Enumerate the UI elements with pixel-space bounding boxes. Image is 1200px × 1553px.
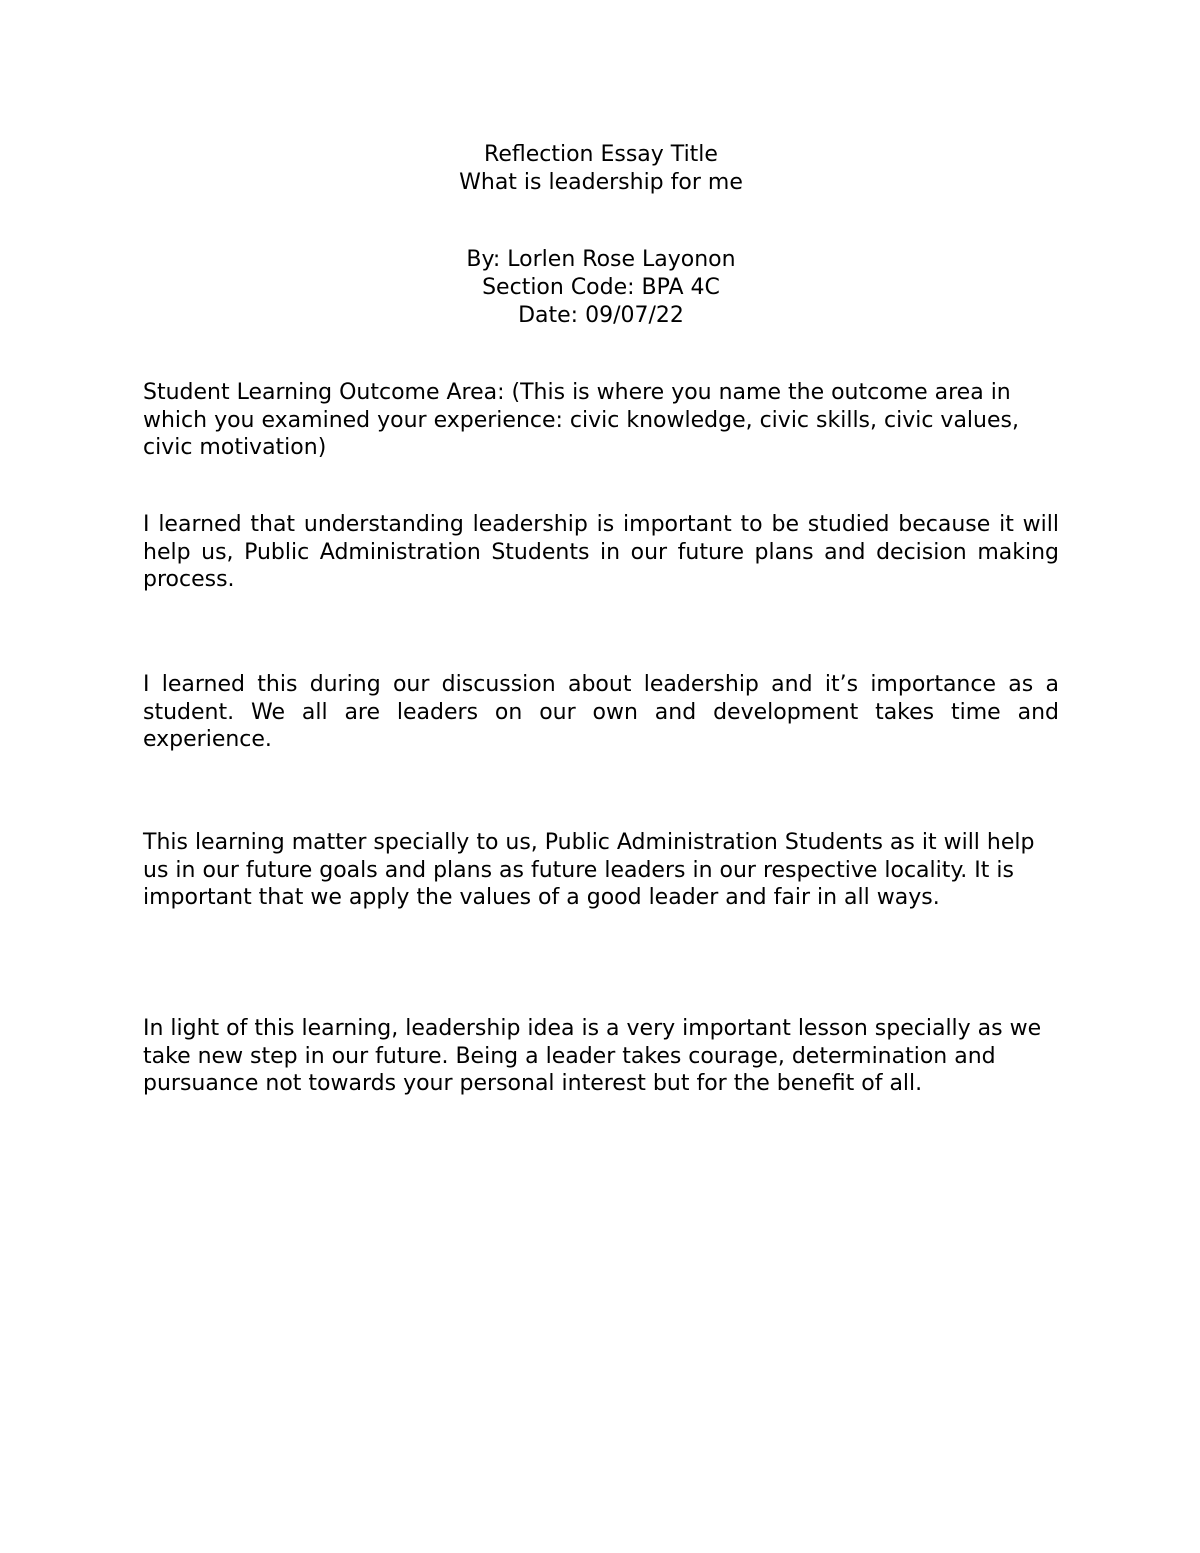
author-line: By: Lorlen Rose Layonon: [466, 247, 736, 272]
paragraph-2: I learned this during our discussion about leadership and it’s importance as a student. We all are leaders on our own and development takes time and experience.: [143, 672, 1059, 752]
paragraph-4: In light of this learning, leadership idea is a very important lesson specially as we take new step in our future. Being a leader takes courage, determination and pursuance not towards your personal interest but for the benefit of all.: [143, 1016, 1042, 1096]
document-page: [143, 0, 1059, 1553]
essay-title-label: Reflection Essay Title: [484, 142, 718, 167]
outcome-area-paragraph: Student Learning Outcome Area: (This is where you name the outcome area in which you examined your experience: civic knowledge, civic skills, civic values, civic motivation): [143, 380, 1019, 460]
essay-title: What is leadership for me: [459, 170, 743, 195]
paragraph-1: I learned that understanding leadership is important to be studied because it will help us, Public Administration Students in our future plans and decision making process.: [143, 512, 1059, 592]
date-line: Date: 09/07/22: [518, 303, 684, 328]
paragraph-3: This learning matter specially to us, Public Administration Students as it will help us in our future goals and plans as future leaders in our respective locality. It is important that we apply the values of a good leader and fair in all ways.: [143, 830, 1035, 910]
section-code-line: Section Code: BPA 4C: [482, 275, 720, 300]
